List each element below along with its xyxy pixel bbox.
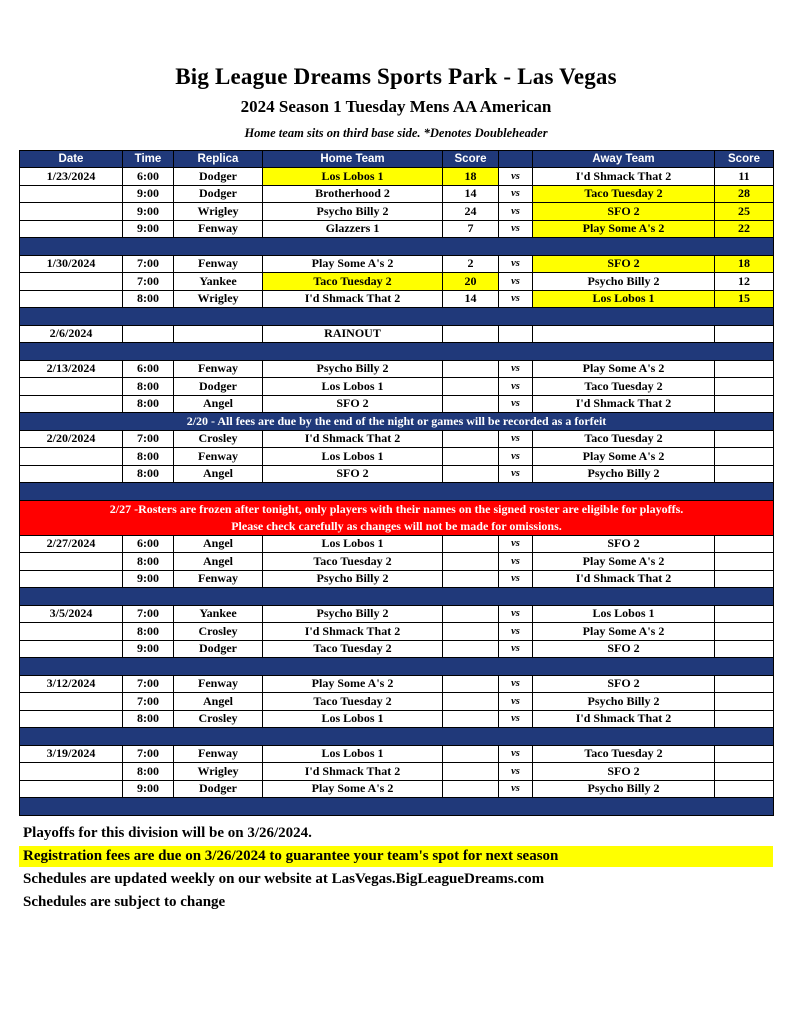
separator-band: [20, 483, 774, 501]
away-team-cell: SFO 2: [533, 203, 715, 221]
replica-cell: Fenway: [174, 255, 263, 273]
vs-label: vs: [499, 378, 533, 396]
replica-cell: Fenway: [174, 220, 263, 238]
home-score-cell: [443, 448, 499, 466]
date-cell: [20, 763, 123, 781]
replica-cell: Wrigley: [174, 203, 263, 221]
time-cell: 9:00: [123, 185, 174, 203]
rainout-label: RAINOUT: [263, 325, 443, 343]
replica-cell: Fenway: [174, 675, 263, 693]
home-team-cell: SFO 2: [263, 465, 443, 483]
footer-website-note: Schedules are updated weekly on our website at LasVegas.BigLeagueDreams.com: [23, 870, 545, 887]
home-team-cell: Glazzers 1: [263, 220, 443, 238]
replica-cell: Dodger: [174, 378, 263, 396]
replica-cell: Wrigley: [174, 290, 263, 308]
time-cell: 8:00: [123, 290, 174, 308]
away-team-cell: I'd Shmack That 2: [533, 395, 715, 413]
home-team-cell: I'd Shmack That 2: [263, 430, 443, 448]
time-cell: 7:00: [123, 675, 174, 693]
time-cell: 6:00: [123, 168, 174, 186]
date-cell: [20, 203, 123, 221]
date-cell: [20, 693, 123, 711]
home-team-cell: Psycho Billy 2: [263, 203, 443, 221]
home-team-cell: Los Lobos 1: [263, 448, 443, 466]
away-score-cell: [715, 430, 774, 448]
home-score-cell: [443, 360, 499, 378]
vs-label: vs: [499, 710, 533, 728]
replica-cell: Yankee: [174, 273, 263, 291]
replica-cell: Fenway: [174, 448, 263, 466]
home-team-cell: Los Lobos 1: [263, 745, 443, 763]
date-cell: [20, 570, 123, 588]
time-cell: 8:00: [123, 623, 174, 641]
vs-label: vs: [499, 553, 533, 571]
date-cell: [20, 185, 123, 203]
vs-label: vs: [499, 255, 533, 273]
alert-notice-row: [20, 500, 774, 535]
vs-label: vs: [499, 360, 533, 378]
time-cell: 7:00: [123, 693, 174, 711]
away-team-cell: I'd Shmack That 2: [533, 570, 715, 588]
home-team-cell: I'd Shmack That 2: [263, 763, 443, 781]
replica-cell: Angel: [174, 553, 263, 571]
game-row: [20, 395, 774, 413]
col-header-replica: Replica: [174, 151, 263, 168]
date-cell: [20, 553, 123, 571]
away-team-cell: Play Some A's 2: [533, 623, 715, 641]
date-cell: 3/5/2024: [20, 605, 123, 623]
vs-label: vs: [499, 780, 533, 798]
page-note: Home team sits on third base side. *Denotes Doubleheader: [244, 126, 548, 140]
alert-notice-line: 2/27 -Rosters are frozen after tonight, only players with their names on the signed roster are eligible for playoffs.: [109, 501, 684, 516]
home-team-cell: Taco Tuesday 2: [263, 640, 443, 658]
away-team-cell: Play Some A's 2: [533, 360, 715, 378]
home-team-cell: Psycho Billy 2: [263, 605, 443, 623]
away-score-cell: 18: [715, 255, 774, 273]
date-cell: [20, 465, 123, 483]
notice-text: 2/20 - All fees are due by the end of the night or games will be recorded as a forfeit: [20, 413, 774, 431]
replica-cell: Crosley: [174, 623, 263, 641]
replica-cell: Crosley: [174, 710, 263, 728]
time-cell: 9:00: [123, 220, 174, 238]
time-cell: 7:00: [123, 430, 174, 448]
away-team-cell: Taco Tuesday 2: [533, 745, 715, 763]
date-cell: [20, 623, 123, 641]
replica-cell: Dodger: [174, 168, 263, 186]
away-team-cell: I'd Shmack That 2: [533, 710, 715, 728]
vs-label: vs: [499, 203, 533, 221]
away-team-cell: SFO 2: [533, 640, 715, 658]
game-row: [20, 745, 774, 763]
col-header-away-team: Away Team: [533, 151, 715, 168]
home-team-cell: Los Lobos 1: [263, 535, 443, 553]
away-team-cell: Los Lobos 1: [533, 605, 715, 623]
game-row: [20, 535, 774, 553]
replica-cell: Fenway: [174, 360, 263, 378]
time-cell: 9:00: [123, 203, 174, 221]
vs-label: vs: [499, 623, 533, 641]
away-score-cell: [715, 395, 774, 413]
home-score-cell: [443, 553, 499, 571]
date-cell: [20, 395, 123, 413]
home-score-cell: [443, 640, 499, 658]
away-score-cell: [715, 710, 774, 728]
separator-row: [20, 483, 774, 501]
away-team-cell: Psycho Billy 2: [533, 273, 715, 291]
game-row: [20, 465, 774, 483]
date-cell: 2/6/2024: [20, 325, 123, 343]
date-cell: [20, 378, 123, 396]
away-score-cell: [715, 640, 774, 658]
date-cell: 1/23/2024: [20, 168, 123, 186]
time-cell: 7:00: [123, 273, 174, 291]
col-header-date: Date: [20, 151, 123, 168]
game-row: [20, 430, 774, 448]
separator-band: [20, 238, 774, 256]
vs-label: vs: [499, 430, 533, 448]
date-cell: [20, 640, 123, 658]
away-team-cell: SFO 2: [533, 675, 715, 693]
vs-label: vs: [499, 535, 533, 553]
time-cell: 8:00: [123, 378, 174, 396]
home-score-cell: 24: [443, 203, 499, 221]
away-team-cell: Play Some A's 2: [533, 553, 715, 571]
table-header-row: [20, 151, 774, 168]
game-row: [20, 203, 774, 221]
separator-band: [20, 658, 774, 676]
game-row: [20, 780, 774, 798]
replica-cell: [174, 325, 263, 343]
away-team-cell: Taco Tuesday 2: [533, 430, 715, 448]
away-team-cell: I'd Shmack That 2: [533, 168, 715, 186]
home-team-cell: Psycho Billy 2: [263, 360, 443, 378]
away-score-cell: 11: [715, 168, 774, 186]
col-header-home-team: Home Team: [263, 151, 443, 168]
away-score-cell: [715, 448, 774, 466]
schedule-table: [19, 150, 774, 816]
vs-label: vs: [499, 570, 533, 588]
vs-label: vs: [499, 395, 533, 413]
away-team-cell: SFO 2: [533, 535, 715, 553]
away-score-cell: [715, 623, 774, 641]
home-score-cell: 20: [443, 273, 499, 291]
away-score-cell: [715, 360, 774, 378]
away-score-cell: [715, 675, 774, 693]
replica-cell: Dodger: [174, 185, 263, 203]
replica-cell: Angel: [174, 395, 263, 413]
col-header-away-score: Score: [715, 151, 774, 168]
separator-row: [20, 238, 774, 256]
game-row: [20, 378, 774, 396]
time-cell: 8:00: [123, 763, 174, 781]
date-cell: [20, 220, 123, 238]
alert-notice-text: [20, 500, 774, 535]
game-row: [20, 168, 774, 186]
separator-row: [20, 798, 774, 816]
game-row: [20, 675, 774, 693]
notice-row: [20, 413, 774, 431]
home-team-cell: Taco Tuesday 2: [263, 553, 443, 571]
away-score-cell: [715, 325, 774, 343]
home-team-cell: Play Some A's 2: [263, 255, 443, 273]
game-row: [20, 553, 774, 571]
home-score-cell: [443, 378, 499, 396]
home-team-cell: I'd Shmack That 2: [263, 623, 443, 641]
time-cell: 8:00: [123, 448, 174, 466]
away-score-cell: [715, 570, 774, 588]
date-cell: [20, 290, 123, 308]
date-cell: 2/27/2024: [20, 535, 123, 553]
away-team-cell: Taco Tuesday 2: [533, 185, 715, 203]
vs-label: vs: [499, 448, 533, 466]
game-row: [20, 290, 774, 308]
separator-row: [20, 728, 774, 746]
separator-band: [20, 343, 774, 361]
game-row: [20, 448, 774, 466]
away-team-cell: Psycho Billy 2: [533, 693, 715, 711]
alert-notice-line: Please check carefully as changes will not be made for omissions.: [231, 518, 562, 533]
home-score-cell: [443, 745, 499, 763]
date-cell: [20, 448, 123, 466]
away-score-cell: [715, 378, 774, 396]
away-score-cell: [715, 465, 774, 483]
footer-notes: [19, 823, 773, 913]
separator-band: [20, 308, 774, 326]
home-score-cell: 14: [443, 290, 499, 308]
time-cell: 7:00: [123, 255, 174, 273]
home-team-cell: Psycho Billy 2: [263, 570, 443, 588]
separator-band: [20, 728, 774, 746]
vs-label: vs: [499, 693, 533, 711]
time-cell: 6:00: [123, 535, 174, 553]
replica-cell: Fenway: [174, 570, 263, 588]
time-cell: 9:00: [123, 640, 174, 658]
away-team-cell: Play Some A's 2: [533, 220, 715, 238]
time-cell: 9:00: [123, 780, 174, 798]
replica-cell: Crosley: [174, 430, 263, 448]
page-title: Big League Dreams Sports Park - Las Vegas: [175, 64, 617, 89]
date-cell: 3/19/2024: [20, 745, 123, 763]
date-cell: [20, 273, 123, 291]
replica-cell: Yankee: [174, 605, 263, 623]
away-team-cell: [533, 325, 715, 343]
time-cell: 7:00: [123, 605, 174, 623]
separator-band: [20, 798, 774, 816]
away-score-cell: 12: [715, 273, 774, 291]
home-score-cell: 2: [443, 255, 499, 273]
away-score-cell: [715, 605, 774, 623]
home-team-cell: Play Some A's 2: [263, 675, 443, 693]
home-score-cell: 7: [443, 220, 499, 238]
time-cell: 8:00: [123, 553, 174, 571]
game-row: [20, 255, 774, 273]
away-team-cell: Psycho Billy 2: [533, 465, 715, 483]
away-score-cell: 28: [715, 185, 774, 203]
home-score-cell: 14: [443, 185, 499, 203]
date-cell: 3/12/2024: [20, 675, 123, 693]
home-team-cell: Los Lobos 1: [263, 378, 443, 396]
home-team-cell: Brotherhood 2: [263, 185, 443, 203]
col-header-home-score: Score: [443, 151, 499, 168]
page-subtitle: 2024 Season 1 Tuesday Mens AA American: [240, 97, 552, 116]
time-cell: 8:00: [123, 710, 174, 728]
vs-cell-empty: [499, 325, 533, 343]
home-team-cell: Taco Tuesday 2: [263, 273, 443, 291]
home-score-cell: [443, 535, 499, 553]
footer-playoffs-note: Playoffs for this division will be on 3/26/2024.: [23, 824, 312, 841]
home-team-cell: Los Lobos 1: [263, 710, 443, 728]
date-cell: 1/30/2024: [20, 255, 123, 273]
game-row: [20, 273, 774, 291]
date-cell: [20, 710, 123, 728]
away-team-cell: Play Some A's 2: [533, 448, 715, 466]
away-team-cell: SFO 2: [533, 763, 715, 781]
date-cell: 2/20/2024: [20, 430, 123, 448]
home-score-cell: 18: [443, 168, 499, 186]
separator-row: [20, 308, 774, 326]
game-row: [20, 185, 774, 203]
away-score-cell: [715, 745, 774, 763]
away-score-cell: [715, 780, 774, 798]
time-cell: 7:00: [123, 745, 174, 763]
away-team-cell: Los Lobos 1: [533, 290, 715, 308]
game-row: [20, 763, 774, 781]
home-team-cell: Taco Tuesday 2: [263, 693, 443, 711]
home-score-cell: [443, 465, 499, 483]
time-cell: [123, 325, 174, 343]
home-score-cell: [443, 710, 499, 728]
replica-cell: Angel: [174, 465, 263, 483]
game-row: [20, 360, 774, 378]
vs-label: vs: [499, 273, 533, 291]
home-team-cell: Play Some A's 2: [263, 780, 443, 798]
home-score-cell: [443, 693, 499, 711]
vs-label: vs: [499, 290, 533, 308]
separator-row: [20, 658, 774, 676]
vs-label: vs: [499, 763, 533, 781]
away-score-cell: 15: [715, 290, 774, 308]
separator-row: [20, 343, 774, 361]
game-row: [20, 570, 774, 588]
game-row: [20, 693, 774, 711]
date-cell: 2/13/2024: [20, 360, 123, 378]
vs-label: vs: [499, 605, 533, 623]
away-team-cell: Taco Tuesday 2: [533, 378, 715, 396]
away-score-cell: [715, 693, 774, 711]
vs-label: vs: [499, 675, 533, 693]
home-score-cell: [443, 675, 499, 693]
replica-cell: Dodger: [174, 640, 263, 658]
separator-band: [20, 588, 774, 606]
game-row: [20, 605, 774, 623]
home-score-cell: [443, 780, 499, 798]
replica-cell: Angel: [174, 535, 263, 553]
away-score-cell: [715, 553, 774, 571]
separator-row: [20, 588, 774, 606]
replica-cell: Fenway: [174, 745, 263, 763]
col-header-time: Time: [123, 151, 174, 168]
time-cell: 8:00: [123, 395, 174, 413]
vs-label: vs: [499, 745, 533, 763]
col-header-vs: [499, 151, 533, 168]
home-score-cell: [443, 570, 499, 588]
away-score-cell: 22: [715, 220, 774, 238]
away-score-cell: [715, 763, 774, 781]
home-score-cell: [443, 605, 499, 623]
time-cell: 6:00: [123, 360, 174, 378]
home-score-cell: [443, 623, 499, 641]
home-team-cell: Los Lobos 1: [263, 168, 443, 186]
home-score-cell: [443, 325, 499, 343]
vs-label: vs: [499, 185, 533, 203]
home-score-cell: [443, 763, 499, 781]
time-cell: 8:00: [123, 465, 174, 483]
time-cell: 9:00: [123, 570, 174, 588]
away-score-cell: [715, 535, 774, 553]
game-row: [20, 623, 774, 641]
home-score-cell: [443, 430, 499, 448]
footer-subject-to-change-note: Schedules are subject to change: [23, 893, 226, 910]
away-team-cell: SFO 2: [533, 255, 715, 273]
home-team-cell: I'd Shmack That 2: [263, 290, 443, 308]
away-team-cell: Psycho Billy 2: [533, 780, 715, 798]
home-score-cell: [443, 395, 499, 413]
vs-label: vs: [499, 168, 533, 186]
game-row: [20, 220, 774, 238]
vs-label: vs: [499, 640, 533, 658]
vs-label: vs: [499, 220, 533, 238]
date-cell: [20, 780, 123, 798]
footer-registration-note: Registration fees are due on 3/26/2024 to guarantee your team's spot for next season: [19, 846, 773, 867]
schedule-body: [20, 168, 774, 816]
home-team-cell: SFO 2: [263, 395, 443, 413]
replica-cell: Dodger: [174, 780, 263, 798]
game-row: [20, 710, 774, 728]
away-score-cell: 25: [715, 203, 774, 221]
game-row: [20, 640, 774, 658]
rainout-row: [20, 325, 774, 343]
replica-cell: Angel: [174, 693, 263, 711]
vs-label: vs: [499, 465, 533, 483]
replica-cell: Wrigley: [174, 763, 263, 781]
